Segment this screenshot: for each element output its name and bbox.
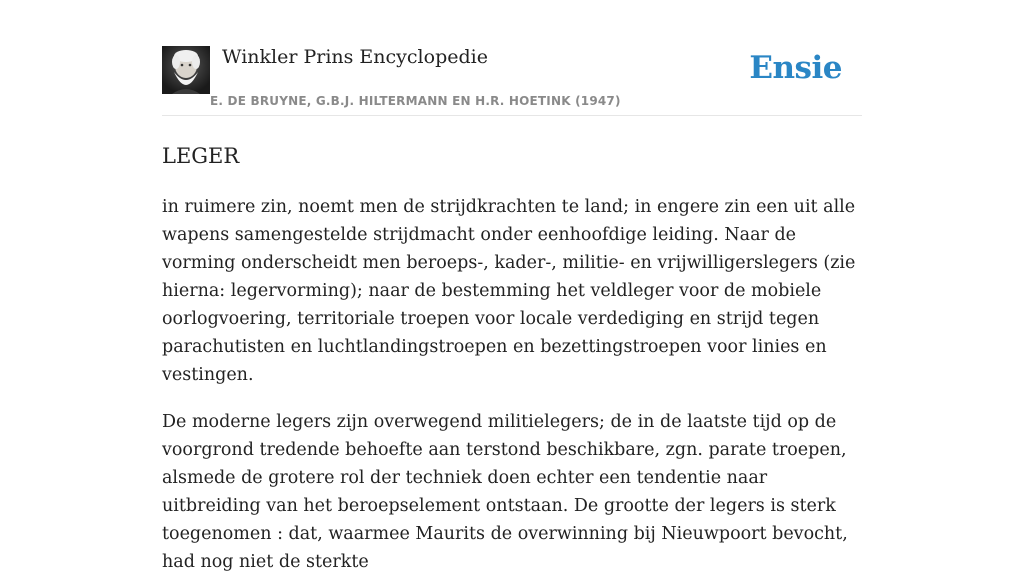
article-paragraph: in ruimere zin, noemt men de strijdkrachten te land; in engere zin een uit alle wapens samengestelde strijdmacht onder eenhoofdige leiding. Naar de vorming onderscheidt men beroeps-, kader-, militie- en vrijwilligerslegers (zie hierna: legervorming); naar de bestemming het veldleger voor de mobiele oorlogvoering, territoriale troepen voor locale verdediging en strijd tegen parachutisten en luchtlandingstroepen en bezettingstroepen voor linies en vestingen. [162,197,856,385]
source-title[interactable]: Winkler Prins Encyclopedie [222,46,488,68]
portrait-photo-icon [162,46,210,94]
article-card [162,40,862,576]
source-header [162,40,862,116]
author-avatar [162,46,210,94]
article-paragraph: De moderne legers zijn overwegend militielegers; de in de laatste tijd op de voorgrond tredende behoefte aan terstond beschikbare, zgn. parate troepen, alsmede de grotere rol der techniek doen echter een tendentie naar uitbreiding van het beroepselement ontstaan. De grootte der legers is sterk toegenomen : dat, waarmee Maurits de overwinning bij Nieuwpoort bevocht, had nog niet de sterkte [162,412,848,572]
source-authors: E. DE BRUYNE, G.B.J. HILTERMANN EN H.R. HOETINK (1947) [210,94,621,108]
article-title: LEGER [162,144,240,168]
brand-logo[interactable]: Ensie [749,50,842,86]
